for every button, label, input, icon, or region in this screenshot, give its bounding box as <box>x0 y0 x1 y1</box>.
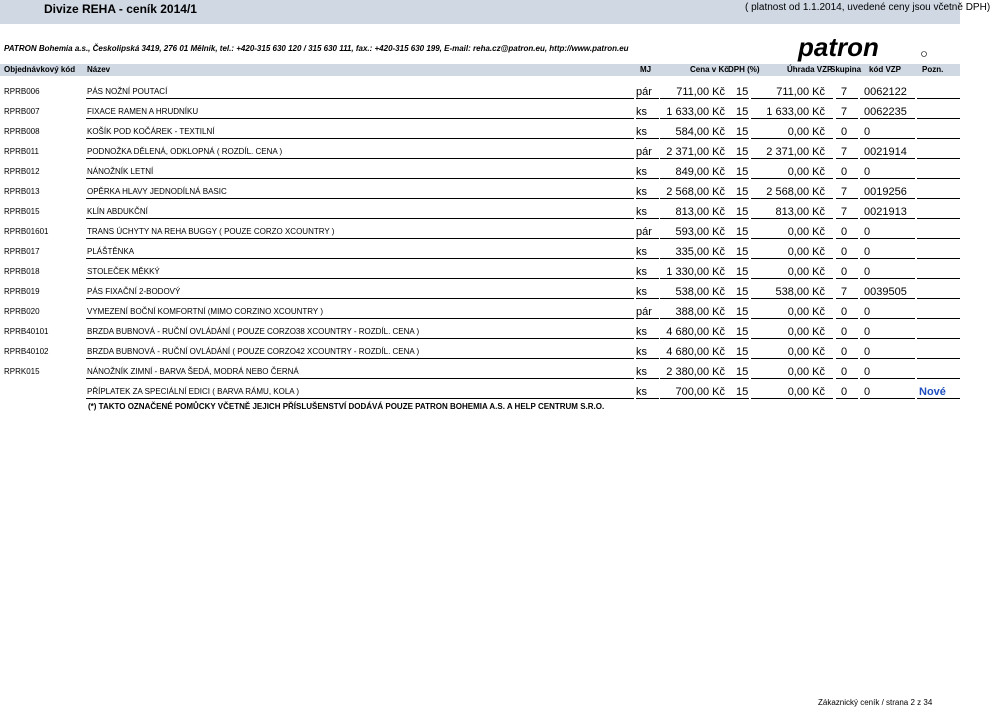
row-vat: 15 <box>736 186 749 198</box>
row-reimbursement: 0,00 Kč <box>787 166 825 178</box>
row-vat: 15 <box>736 306 749 318</box>
row-name: TRANS ÚCHYTY NA REHA BUGGY ( POUZE CORZO XCOUNTRY ) <box>87 227 335 236</box>
row-code: RPRB40102 <box>4 347 49 356</box>
row-vzp-code: 0039505 <box>864 286 907 298</box>
row-code: RPRB020 <box>4 307 40 316</box>
row-group: 7 <box>841 86 848 98</box>
row-name: STOLEČEK MĚKKÝ <box>87 267 160 276</box>
row-vzp-code: 0019256 <box>864 186 907 198</box>
row-unit: ks <box>636 266 647 278</box>
row-vat: 15 <box>736 266 749 278</box>
row-code: RPRB015 <box>4 207 40 216</box>
row-name: PÁS FIXAČNÍ 2-BODOVÝ <box>87 287 181 296</box>
row-vat: 15 <box>736 366 749 378</box>
row-group: 0 <box>841 126 848 138</box>
row-group: 7 <box>841 146 848 158</box>
row-vat: 15 <box>736 246 749 258</box>
row-unit: pár <box>636 146 652 158</box>
row-vzp-code: 0 <box>864 246 871 258</box>
table-row <box>0 318 960 338</box>
row-divider <box>728 398 749 399</box>
row-group: 0 <box>841 386 848 398</box>
row-code: RPRB018 <box>4 267 40 276</box>
col-header-uhrada: Úhrada VZP <box>787 65 833 74</box>
row-name: PÁS NOŽNÍ POUTACÍ <box>87 87 168 96</box>
row-vat: 15 <box>736 86 749 98</box>
row-vzp-code: 0021913 <box>864 206 907 218</box>
row-unit: ks <box>636 386 647 398</box>
row-reimbursement: 0,00 Kč <box>787 386 825 398</box>
row-vzp-code: 0 <box>864 226 871 238</box>
row-price: 593,00 Kč <box>675 226 725 238</box>
row-code: RPRB007 <box>4 107 40 116</box>
row-unit: ks <box>636 166 647 178</box>
row-unit: ks <box>636 206 647 218</box>
table-row <box>0 138 960 158</box>
row-vat: 15 <box>736 386 749 398</box>
col-header-price: Cena v Kč <box>690 65 729 74</box>
row-unit: pár <box>636 306 652 318</box>
col-header-pozn: Pozn. <box>922 65 944 74</box>
row-price: 2 371,00 Kč <box>666 146 725 158</box>
row-note: Nové <box>919 386 946 398</box>
row-divider <box>636 398 659 399</box>
row-unit: ks <box>636 186 647 198</box>
table-row <box>0 358 960 378</box>
row-unit: ks <box>636 246 647 258</box>
row-name: PODNOŽKA DĚLENÁ, ODKLOPNÁ ( ROZDÍL. CENA ) <box>87 147 283 156</box>
row-name: OPĚRKA HLAVY JEDNODÍLNÁ BASIC <box>87 187 227 196</box>
row-name: KOŠÍK POD KOČÁREK - TEXTILNÍ <box>87 127 215 136</box>
row-reimbursement: 0,00 Kč <box>787 306 825 318</box>
row-vat: 15 <box>736 126 749 138</box>
row-reimbursement: 813,00 Kč <box>775 206 825 218</box>
row-reimbursement: 0,00 Kč <box>787 246 825 258</box>
row-price: 4 680,00 Kč <box>666 346 725 358</box>
table-row <box>0 118 960 138</box>
row-vzp-code: 0 <box>864 366 871 378</box>
row-reimbursement: 0,00 Kč <box>787 266 825 278</box>
row-divider <box>86 398 634 399</box>
col-header-skupina: Skupina <box>830 65 862 74</box>
table-row <box>0 338 960 358</box>
row-name: FIXACE RAMEN A HRUDNÍKU <box>87 107 199 116</box>
row-vzp-code: 0 <box>864 166 871 178</box>
row-reimbursement: 0,00 Kč <box>787 226 825 238</box>
row-reimbursement: 0,00 Kč <box>787 326 825 338</box>
row-unit: ks <box>636 326 647 338</box>
table-row <box>0 158 960 178</box>
row-reimbursement: 2 371,00 Kč <box>766 146 825 158</box>
table-row <box>0 78 960 98</box>
row-unit: ks <box>636 286 647 298</box>
row-price: 584,00 Kč <box>675 126 725 138</box>
row-group: 0 <box>841 246 848 258</box>
row-unit: ks <box>636 366 647 378</box>
row-group: 0 <box>841 166 848 178</box>
row-group: 0 <box>841 266 848 278</box>
row-reimbursement: 0,00 Kč <box>787 126 825 138</box>
row-divider <box>751 398 833 399</box>
validity-note: ( platnost od 1.1.2014, uvedené ceny jsou včetně DPH) <box>745 2 990 13</box>
company-contact-line: PATRON Bohemia a.s., Českolipská 3419, 276 01 Mělník, tel.: +420-315 630 120 / 315 630 111, fax.: +420-315 630 199, E-mail: reha.cz@patron.eu, http://www.patron.eu <box>4 44 629 53</box>
row-name: PŘÍPLATEK ZA SPECIÁLNÍ EDICI ( BARVA RÁMU, KOLA ) <box>87 387 300 396</box>
row-name: NÁNOŽNÍK ZIMNÍ - BARVA ŠEDÁ, MODRÁ NEBO ČERNÁ <box>87 367 299 376</box>
col-header-kod-vzp: kód VZP <box>869 65 902 74</box>
row-unit: ks <box>636 126 647 138</box>
row-code: RPRB011 <box>4 147 39 156</box>
table-row <box>0 98 960 118</box>
row-group: 0 <box>841 366 848 378</box>
row-price: 2 568,00 Kč <box>666 186 725 198</box>
row-code: RPRB019 <box>4 287 40 296</box>
document-title: Divize REHA - ceník 2014/1 <box>44 2 197 16</box>
row-price: 335,00 Kč <box>675 246 725 258</box>
footnote: (*) TAKTO OZNAČENÉ POMŮCKY VČETNĚ JEJICH PŘÍSLUŠENSTVÍ DODÁVÁ POUZE PATRON BOHEMIA A.S. A HELP CENTRUM S.R.O. <box>88 402 605 411</box>
col-header-mj: MJ <box>640 65 652 74</box>
row-vzp-code: 0 <box>864 266 871 278</box>
table-row <box>0 258 960 278</box>
row-vzp-code: 0062235 <box>864 106 907 118</box>
row-unit: pár <box>636 86 652 98</box>
row-name: BRZDA BUBNOVÁ - RUČNÍ OVLÁDÁNÍ ( POUZE CORZO42 XCOUNTRY - ROZDÍL. CENA ) <box>87 347 420 356</box>
row-name: KLÍN ABDUKČNÍ <box>87 207 148 216</box>
row-group: 7 <box>841 206 848 218</box>
row-vat: 15 <box>736 226 749 238</box>
row-vat: 15 <box>736 346 749 358</box>
row-price: 1 633,00 Kč <box>666 106 725 118</box>
row-reimbursement: 538,00 Kč <box>775 286 825 298</box>
row-vat: 15 <box>736 326 749 338</box>
table-row <box>0 298 960 318</box>
row-vzp-code: 0 <box>864 326 871 338</box>
row-vzp-code: 0 <box>864 386 871 398</box>
row-code: RPRB40101 <box>4 327 49 336</box>
row-vzp-code: 0 <box>864 126 871 138</box>
row-divider <box>660 398 728 399</box>
row-unit: ks <box>636 346 647 358</box>
row-vzp-code: 0021914 <box>864 146 907 158</box>
row-price: 700,00 Kč <box>675 386 725 398</box>
row-vzp-code: 0 <box>864 346 871 358</box>
table-row <box>0 218 960 238</box>
row-price: 4 680,00 Kč <box>666 326 725 338</box>
row-price: 813,00 Kč <box>675 206 725 218</box>
row-price: 1 330,00 Kč <box>666 266 725 278</box>
row-vat: 15 <box>736 146 749 158</box>
row-code: RPRB012 <box>4 167 40 176</box>
row-name: PLÁŠTĚNKA <box>87 247 135 256</box>
row-price: 538,00 Kč <box>675 286 725 298</box>
row-group: 0 <box>841 346 848 358</box>
row-price: 2 380,00 Kč <box>666 366 725 378</box>
row-code: RPRK015 <box>4 367 40 376</box>
row-vat: 15 <box>736 286 749 298</box>
col-header-dph: DPH (%) <box>728 65 760 74</box>
row-group: 0 <box>841 306 848 318</box>
row-reimbursement: 711,00 Kč <box>776 86 825 98</box>
table-row <box>0 238 960 258</box>
row-price: 388,00 Kč <box>675 306 725 318</box>
row-vzp-code: 0062122 <box>864 86 907 98</box>
row-group: 0 <box>841 226 848 238</box>
row-code: RPRB013 <box>4 187 40 196</box>
row-group: 7 <box>841 186 848 198</box>
row-divider <box>860 398 915 399</box>
row-name: VYMEZENÍ BOČNÍ KOMFORTNÍ (MIMO CORZINO XCOUNTRY ) <box>87 307 324 316</box>
row-name: BRZDA BUBNOVÁ - RUČNÍ OVLÁDÁNÍ ( POUZE CORZO38 XCOUNTRY - ROZDÍL. CENA ) <box>87 327 420 336</box>
row-reimbursement: 0,00 Kč <box>787 366 825 378</box>
col-header-code: Objednávkový kód <box>4 65 76 74</box>
row-reimbursement: 1 633,00 Kč <box>766 106 825 118</box>
patron-logo-text: patron <box>798 32 879 62</box>
page-footer: Zákaznický ceník / strana 2 z 34 <box>818 698 933 707</box>
row-price: 711,00 Kč <box>676 86 725 98</box>
row-group: 7 <box>841 286 848 298</box>
row-code: RPRB01601 <box>4 227 49 236</box>
row-name: NÁNOŽNÍK LETNÍ <box>87 167 154 176</box>
table-row <box>0 178 960 198</box>
row-code: RPRB017 <box>4 247 40 256</box>
row-divider <box>917 398 960 399</box>
row-group: 7 <box>841 106 848 118</box>
table-row <box>0 378 960 398</box>
row-code: RPRB008 <box>4 127 40 136</box>
row-unit: pár <box>636 226 652 238</box>
row-code: RPRB006 <box>4 87 40 96</box>
row-vat: 15 <box>736 106 749 118</box>
row-vat: 15 <box>736 206 749 218</box>
row-divider <box>836 398 858 399</box>
row-vzp-code: 0 <box>864 306 871 318</box>
row-reimbursement: 0,00 Kč <box>787 346 825 358</box>
row-price: 849,00 Kč <box>675 166 725 178</box>
table-row <box>0 278 960 298</box>
row-vat: 15 <box>736 166 749 178</box>
patron-logo <box>796 34 928 62</box>
row-group: 0 <box>841 326 848 338</box>
table-row <box>0 198 960 218</box>
col-header-name: Název <box>87 65 111 74</box>
row-unit: ks <box>636 106 647 118</box>
row-reimbursement: 2 568,00 Kč <box>766 186 825 198</box>
